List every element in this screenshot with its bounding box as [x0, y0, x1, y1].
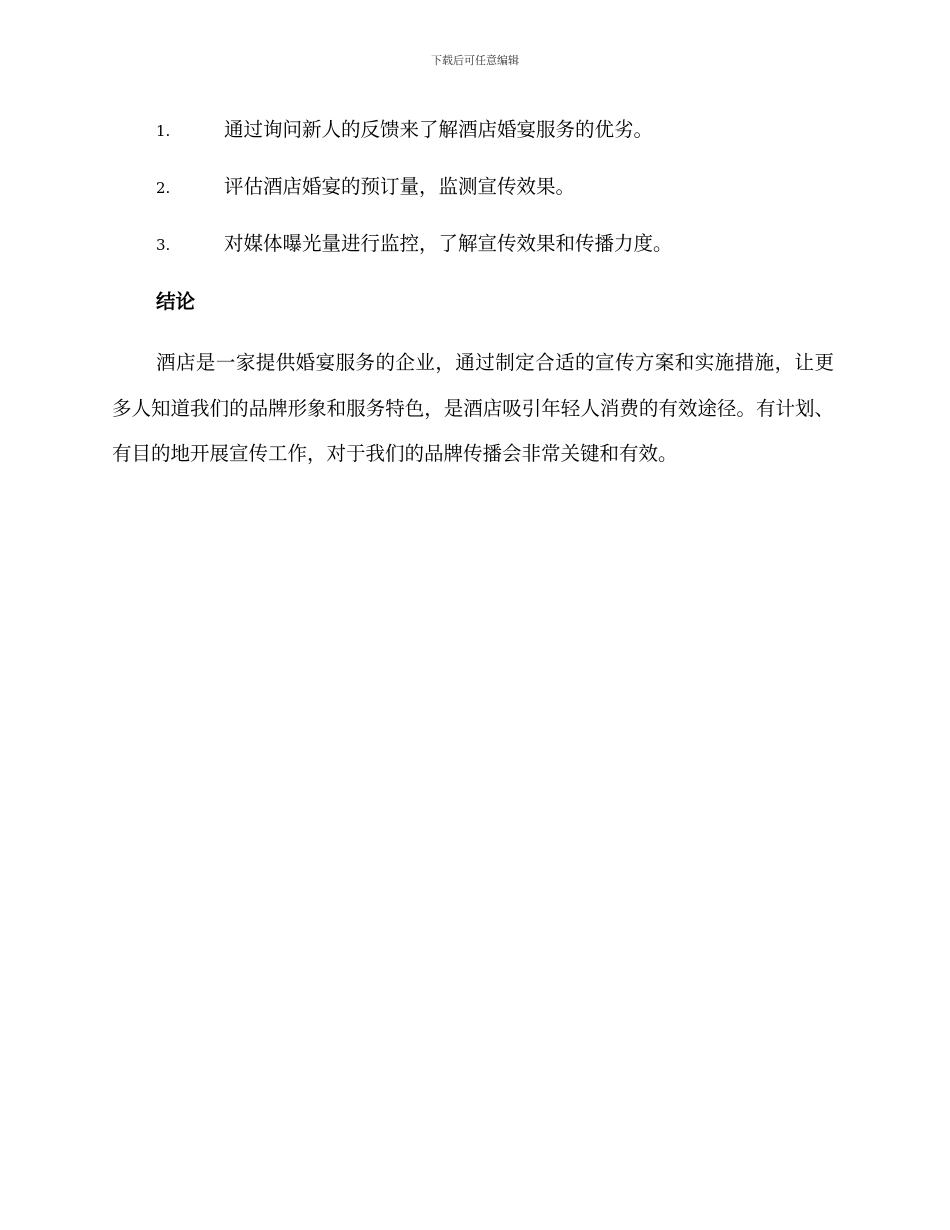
list-item-text: 通过询问新人的反馈来了解酒店婚宴服务的优劣。	[224, 118, 654, 141]
list-item	[156, 116, 673, 173]
list-item-text: 评估酒店婚宴的预订量，监测宣传效果。	[224, 175, 576, 198]
list-item	[156, 230, 673, 287]
list-item-number: 2.	[156, 179, 171, 197]
list-item-number: 3.	[156, 236, 171, 254]
conclusion-paragraph: 酒店是一家提供婚宴服务的企业，通过制定合适的宣传方案和实施措施，让更多人知道我们的品牌形象和服务特色，是酒店吸引年轻人消费的有效途径。有计划、有目的地开展宣传工作，对于我们的品牌传播会非常关键和有效。	[112, 351, 834, 465]
page-header: 下载后可任意编辑	[431, 54, 519, 67]
list-item	[156, 173, 673, 230]
numbered-list	[156, 116, 673, 287]
conclusion-heading: 结论	[156, 290, 196, 313]
list-item-number: 1.	[156, 122, 171, 140]
list-item-text: 对媒体曝光量进行监控，了解宣传效果和传播力度。	[224, 232, 673, 255]
